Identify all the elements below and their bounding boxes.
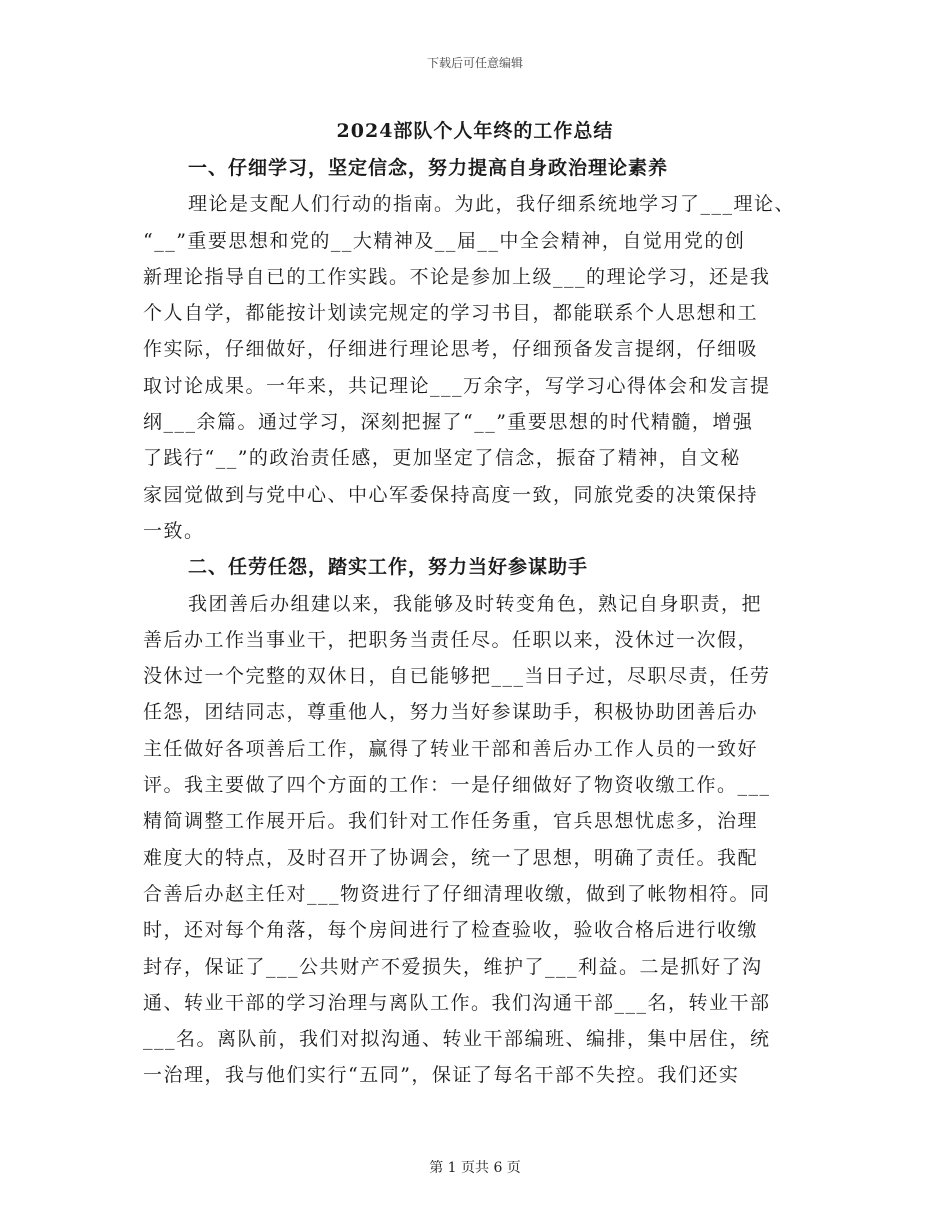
text-line: 一治理，我与他们实行“五同”，保证了每名干部不失控。我们还实 (143, 1064, 740, 1087)
text-line: 时，还对每个角落，每个房间进行了检查验收，验收合格后进行收缴 (143, 919, 759, 942)
text-line: 合善后办赵主任对___物资进行了仔细清理收缴，做到了帐物相符。同 (143, 882, 771, 905)
document-body (143, 150, 813, 1094)
text-line: 没休过一个完整的双休日，自已能够把___当日子过，尽职尽责，任劳 (143, 665, 771, 688)
text-line: 个人自学，都能按计划读完规定的学习书目，都能联系个人思想和工 (143, 302, 759, 325)
page-footer: 第 1 页共 6 页 (429, 1160, 521, 1176)
text-line: 作实际，仔细做好，仔细进行理论思考，仔细预备发言提纲，仔细吸 (143, 338, 759, 361)
text-line: 评。我主要做了四个方面的工作：一是仔细做好了物资收缴工作。___ (143, 774, 771, 797)
text-line: 一致。 (143, 519, 205, 542)
text-line: ___名。离队前，我们对拟沟通、转业干部编班、编排，集中居住，统 (143, 1028, 771, 1051)
text-line: 通、转业干部的学习治理与离队工作。我们沟通干部___名，转业干部 (143, 991, 771, 1014)
text-line: 善后办工作当事业干，把职务当责任尽。任职以来，没休过一次假， (143, 628, 759, 651)
text-line: 取讨论成果。一年来，共记理论___万余字，写学习心得体会和发言提 (143, 374, 771, 397)
text-line: 家园觉做到与党中心、中心军委保持高度一致，同旅党委的决策保持 (143, 483, 759, 506)
text-line: 新理论指导自已的工作实践。不论是参加上级___的理论学习，还是我 (143, 265, 771, 288)
document-title: 2024部队个人年终的工作总结 (336, 120, 614, 142)
section-heading: 一、仔细学习，坚定信念，努力提高自身政治理论素养 (188, 157, 669, 179)
section-heading: 二、任劳任怨，踏实工作，努力当好参谋助手 (188, 556, 589, 579)
text-line: “__”重要思想和党的__大精神及__届__中全会精神，自觉用党的创 (143, 229, 746, 252)
text-line: 了践行“__”的政治责任感，更加坚定了信念，振奋了精神，自文秘 (143, 447, 741, 470)
text-line: 封存，保证了___公共财产不爱损失，维护了___利益。二是抓好了沟 (143, 955, 763, 978)
text-line: 任怨，团结同志，尊重他人，努力当好参谋助手，积极协助团善后办 (143, 701, 759, 724)
text-line: 理论是支配人们行动的指南。为此，我仔细系统地学习了___理论、 (188, 193, 796, 216)
page-header: 下载后可任意编辑 (426, 56, 523, 70)
text-line: 难度大的特点，及时召开了协调会，统一了思想，明确了责任。我配 (143, 846, 759, 869)
text-line: 精简调整工作展开后。我们针对工作任务重，官兵思想忧虑多，治理 (143, 810, 759, 833)
text-line: 我团善后办组建以来，我能够及时转变角色，熟记自身职责，把 (188, 592, 763, 615)
text-line: 纲___余篇。通过学习，深刻把握了“__”重要思想的时代精髓，增强 (143, 411, 754, 434)
text-line: 主任做好各项善后工作，赢得了转业干部和善后办工作人员的一致好 (143, 737, 759, 760)
